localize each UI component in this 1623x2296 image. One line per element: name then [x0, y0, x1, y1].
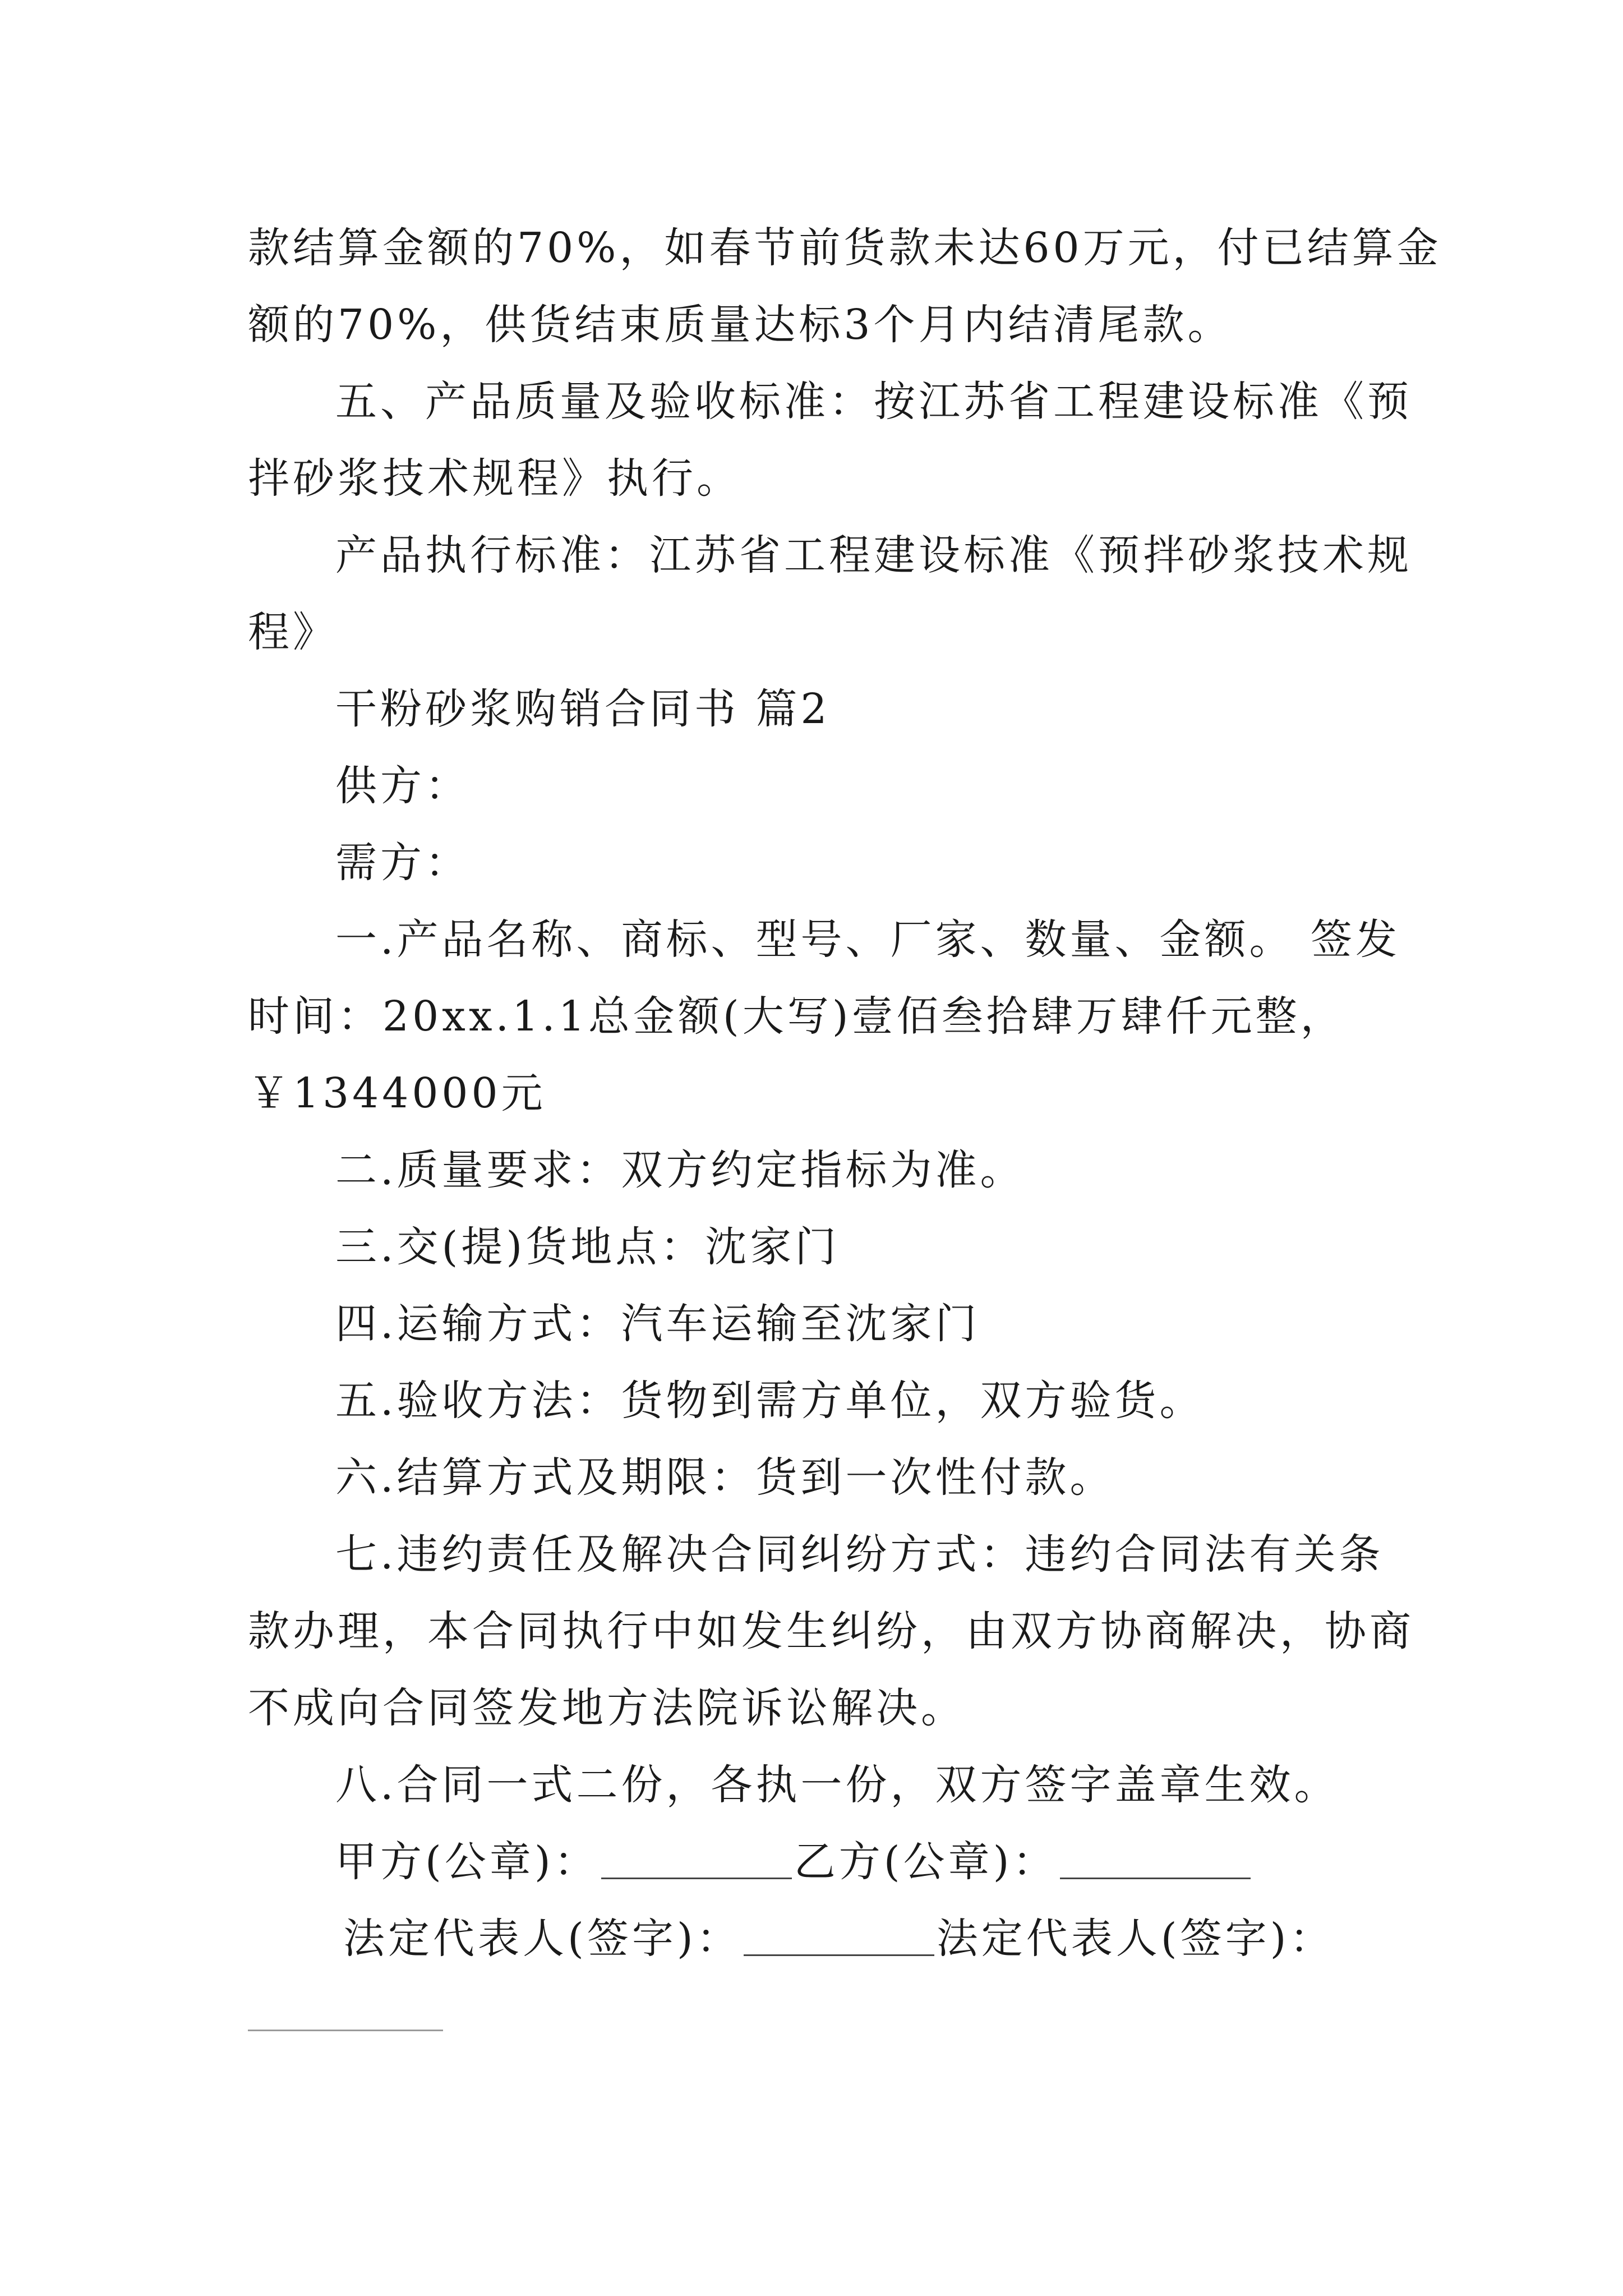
text-line: 一.产品名称、商标、型号、厂家、数量、金额。 签发 [335, 915, 1401, 964]
section-heading: 干粉砂浆购销合同书 篇2 [335, 685, 831, 733]
party-a-seal-label: 甲方(公章)： [335, 1838, 599, 1886]
party-b-seal-label: 乙方(公章)： [794, 1838, 1058, 1886]
supplier-label: 供方： [335, 762, 470, 810]
buyer-label: 需方： [335, 839, 470, 887]
text-line: 三.交(提)货地点：沈家门 [335, 1223, 840, 1271]
text-line: 二.质量要求：双方约定指标为准。 [335, 1146, 1025, 1194]
text-line: 五、产品质量及验收标准：按江苏省工程建设标准《预 [335, 378, 1412, 426]
text-line: 款办理，本合同执行中如发生纠纷，由双方协商解决，协商 [248, 1607, 1414, 1655]
rep-b-label: 法定代表人(签字)： [936, 1915, 1335, 1963]
footnote-divider [248, 2030, 443, 2031]
text-line: 拌砂浆技术规程》执行。 [248, 454, 741, 503]
text-line: ￥1344000元 [248, 1069, 546, 1117]
text-line: 六.结算方式及期限：货到一次性付款。 [335, 1453, 1115, 1502]
text-line: 产品执行标准：江苏省工程建设标准《预拌砂浆技术规 [335, 531, 1412, 579]
text-line: 款结算金额的70%，如春节前货款未达60万元，付已结算金 [248, 224, 1442, 272]
representative-line [0, 1899, 1623, 1978]
text-line: 额的70%，供货结束质量达标3个月内结清尾款。 [248, 301, 1233, 349]
text-line: 五.验收方法：货物到需方单位，双方验货。 [335, 1377, 1205, 1425]
text-line: 程》 [248, 608, 338, 656]
text-line: 时间：20xx.1.1总金额(大写)壹佰叁拾肆万肆仟元整， [248, 992, 1345, 1041]
text-line: 七.违约责任及解决合同纠纷方式：违约合同法有关条 [335, 1530, 1384, 1579]
text-line: 八.合同一式二份，各执一份，双方签字盖章生效。 [335, 1761, 1339, 1809]
text-line: 不成向合同签发地方法院诉讼解决。 [248, 1684, 966, 1732]
seal-line [0, 1823, 1623, 1901]
text-line: 四.运输方式：汽车运输至沈家门 [335, 1300, 980, 1348]
party-b-seal-blank[interactable] [1060, 1875, 1251, 1879]
rep-a-blank[interactable] [744, 1952, 934, 1956]
rep-a-label: 法定代表人(签字)： [343, 1915, 741, 1963]
party-a-seal-blank[interactable] [601, 1875, 792, 1879]
